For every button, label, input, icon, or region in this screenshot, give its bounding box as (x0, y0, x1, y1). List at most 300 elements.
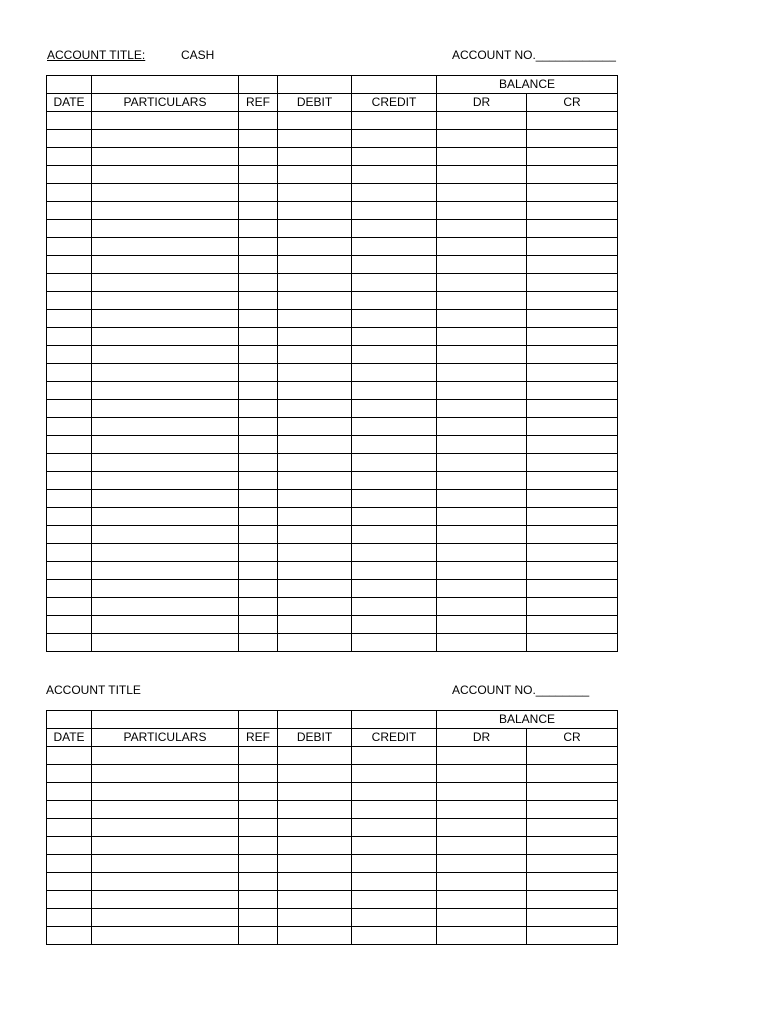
ledger-cell[interactable] (437, 634, 527, 652)
ledger-cell[interactable] (437, 112, 527, 130)
ledger-cell[interactable] (92, 634, 239, 652)
ledger-cell[interactable] (278, 130, 352, 148)
ledger-cell[interactable] (437, 508, 527, 526)
ledger-cell[interactable] (352, 801, 437, 819)
ledger-cell[interactable] (437, 909, 527, 927)
ledger-cell[interactable] (92, 490, 239, 508)
ledger-cell[interactable] (239, 148, 278, 166)
ledger-cell[interactable] (239, 747, 278, 765)
ledger-cell[interactable] (92, 292, 239, 310)
ledger-cell[interactable] (352, 490, 437, 508)
ledger-cell[interactable] (47, 256, 92, 274)
ledger-cell[interactable] (47, 891, 92, 909)
ledger-cell[interactable] (239, 855, 278, 873)
ledger-cell[interactable] (239, 765, 278, 783)
ledger-cell[interactable] (527, 873, 618, 891)
ledger-cell[interactable] (352, 346, 437, 364)
ledger-cell[interactable] (92, 454, 239, 472)
ledger-cell[interactable] (92, 598, 239, 616)
ledger-cell[interactable] (527, 436, 618, 454)
ledger-cell[interactable] (437, 765, 527, 783)
ledger-cell[interactable] (92, 508, 239, 526)
ledger-cell[interactable] (92, 526, 239, 544)
ledger-cell[interactable] (278, 927, 352, 945)
ledger-cell[interactable] (437, 490, 527, 508)
ledger-cell[interactable] (527, 400, 618, 418)
ledger-cell[interactable] (92, 544, 239, 562)
ledger-cell[interactable] (278, 580, 352, 598)
ledger-cell[interactable] (239, 238, 278, 256)
ledger-cell[interactable] (47, 418, 92, 436)
ledger-cell[interactable] (239, 526, 278, 544)
ledger-cell[interactable] (437, 873, 527, 891)
ledger-cell[interactable] (527, 801, 618, 819)
ledger-cell[interactable] (239, 382, 278, 400)
ledger-cell[interactable] (92, 328, 239, 346)
ledger-cell[interactable] (278, 783, 352, 801)
ledger-cell[interactable] (278, 562, 352, 580)
ledger-cell[interactable] (239, 891, 278, 909)
ledger-cell[interactable] (527, 310, 618, 328)
ledger-cell[interactable] (278, 310, 352, 328)
ledger-cell[interactable] (92, 436, 239, 454)
ledger-cell[interactable] (437, 328, 527, 346)
ledger-cell[interactable] (47, 580, 92, 598)
ledger-cell[interactable] (527, 112, 618, 130)
ledger-cell[interactable] (278, 238, 352, 256)
ledger-cell[interactable] (527, 328, 618, 346)
ledger-cell[interactable] (92, 765, 239, 783)
ledger-cell[interactable] (527, 562, 618, 580)
ledger-cell[interactable] (47, 873, 92, 891)
ledger-cell[interactable] (437, 616, 527, 634)
ledger-cell[interactable] (527, 130, 618, 148)
ledger-cell[interactable] (239, 472, 278, 490)
ledger-cell[interactable] (239, 310, 278, 328)
ledger-cell[interactable] (352, 166, 437, 184)
ledger-cell[interactable] (527, 472, 618, 490)
ledger-cell[interactable] (47, 544, 92, 562)
ledger-cell[interactable] (352, 580, 437, 598)
ledger-cell[interactable] (352, 148, 437, 166)
ledger-cell[interactable] (278, 891, 352, 909)
ledger-cell[interactable] (47, 909, 92, 927)
ledger-cell[interactable] (278, 148, 352, 166)
ledger-cell[interactable] (47, 328, 92, 346)
ledger-cell[interactable] (278, 508, 352, 526)
ledger-row (47, 166, 618, 184)
ledger-cell[interactable] (527, 220, 618, 238)
ledger-cell[interactable] (278, 598, 352, 616)
ledger-cell[interactable] (239, 909, 278, 927)
ledger-cell[interactable] (92, 346, 239, 364)
ledger-row (47, 382, 618, 400)
ledger-cell[interactable] (278, 220, 352, 238)
ledger-cell[interactable] (92, 891, 239, 909)
ledger-cell[interactable] (239, 801, 278, 819)
ledger-cell[interactable] (278, 292, 352, 310)
ledger-cell[interactable] (239, 508, 278, 526)
ledger-cell[interactable] (527, 202, 618, 220)
ledger-cell[interactable] (527, 837, 618, 855)
ledger-cell[interactable] (47, 819, 92, 837)
ledger-cell[interactable] (278, 616, 352, 634)
ledger-cell[interactable] (437, 526, 527, 544)
ledger-cell[interactable] (352, 418, 437, 436)
ledger-cell[interactable] (437, 202, 527, 220)
ledger-cell[interactable] (527, 819, 618, 837)
ledger-cell[interactable] (92, 202, 239, 220)
ledger-row (47, 436, 618, 454)
ledger-cell[interactable] (239, 202, 278, 220)
ledger-cell[interactable] (527, 148, 618, 166)
ledger-cell[interactable] (527, 909, 618, 927)
ledger-cell[interactable] (47, 130, 92, 148)
ledger-cell[interactable] (437, 400, 527, 418)
ledger-cell[interactable] (47, 166, 92, 184)
ledger-cell[interactable] (278, 202, 352, 220)
ledger-cell[interactable] (437, 927, 527, 945)
ledger-cell[interactable] (92, 927, 239, 945)
ledger-cell[interactable] (278, 112, 352, 130)
ledger-cell[interactable] (352, 634, 437, 652)
ledger-cell[interactable] (239, 184, 278, 202)
ledger-cell[interactable] (437, 292, 527, 310)
ledger-cell[interactable] (352, 783, 437, 801)
ledger-cell[interactable] (352, 598, 437, 616)
ledger-cell[interactable] (92, 909, 239, 927)
ledger-cell[interactable] (278, 634, 352, 652)
ledger-cell[interactable] (47, 220, 92, 238)
ledger-cell[interactable] (239, 490, 278, 508)
ledger-cell[interactable] (239, 328, 278, 346)
ledger-cell[interactable] (352, 927, 437, 945)
ledger-cell[interactable] (47, 927, 92, 945)
ledger-cell[interactable] (278, 801, 352, 819)
ledger-cell[interactable] (352, 292, 437, 310)
ledger-cell[interactable] (352, 310, 437, 328)
ledger-cell[interactable] (527, 454, 618, 472)
ledger-cell[interactable] (47, 765, 92, 783)
ledger-cell[interactable] (47, 364, 92, 382)
ledger-cell[interactable] (47, 490, 92, 508)
ledger-cell[interactable] (527, 166, 618, 184)
ledger-cell[interactable] (437, 310, 527, 328)
ledger-cell[interactable] (278, 400, 352, 418)
ledger-cell[interactable] (239, 562, 278, 580)
ledger-cell[interactable] (352, 472, 437, 490)
ledger-cell[interactable] (92, 801, 239, 819)
ledger-cell[interactable] (239, 274, 278, 292)
account-no-label: ACCOUNT NO.____________ (452, 48, 616, 62)
ledger-cell[interactable] (278, 747, 352, 765)
ledger-cell[interactable] (437, 130, 527, 148)
ledger-cell[interactable] (352, 436, 437, 454)
ledger-cell[interactable] (352, 765, 437, 783)
ledger-cell[interactable] (527, 634, 618, 652)
ledger-cell[interactable] (239, 130, 278, 148)
ledger-cell[interactable] (92, 184, 239, 202)
ledger-cell[interactable] (47, 436, 92, 454)
ledger-cell[interactable] (239, 837, 278, 855)
ledger-cell[interactable] (437, 436, 527, 454)
ledger-cell[interactable] (437, 855, 527, 873)
ledger-cell[interactable] (47, 855, 92, 873)
ledger-cell[interactable] (239, 927, 278, 945)
ledger-cell[interactable] (527, 544, 618, 562)
ledger-cell[interactable] (527, 292, 618, 310)
ledger-cell[interactable] (527, 783, 618, 801)
ledger-cell[interactable] (352, 616, 437, 634)
ledger-cell[interactable] (278, 855, 352, 873)
ledger-cell[interactable] (527, 364, 618, 382)
ledger-cell[interactable] (527, 238, 618, 256)
ledger-cell[interactable] (239, 292, 278, 310)
ledger-cell[interactable] (437, 747, 527, 765)
ledger-cell[interactable] (239, 873, 278, 891)
ledger-cell[interactable] (239, 436, 278, 454)
ledger-cell[interactable] (239, 256, 278, 274)
ledger-cell[interactable] (47, 292, 92, 310)
ledger-cell[interactable] (352, 819, 437, 837)
ledger-cell[interactable] (278, 544, 352, 562)
ledger-cell[interactable] (278, 490, 352, 508)
ledger-cell[interactable] (437, 472, 527, 490)
ledger-cell[interactable] (527, 765, 618, 783)
ledger-cell[interactable] (278, 166, 352, 184)
ledger-cell[interactable] (278, 364, 352, 382)
ledger-cell[interactable] (278, 837, 352, 855)
ledger-cell[interactable] (437, 238, 527, 256)
ledger-cell[interactable] (352, 855, 437, 873)
ledger-cell[interactable] (278, 526, 352, 544)
ledger-cell[interactable] (239, 346, 278, 364)
ledger-cell[interactable] (239, 580, 278, 598)
ledger-cell[interactable] (437, 256, 527, 274)
ledger-cell[interactable] (278, 819, 352, 837)
ledger-cell[interactable] (437, 783, 527, 801)
ledger-row (47, 454, 618, 472)
ledger-cell[interactable] (278, 454, 352, 472)
ledger-cell[interactable] (527, 891, 618, 909)
ledger-cell[interactable] (352, 544, 437, 562)
ledger-cell[interactable] (437, 454, 527, 472)
ledger-cell[interactable] (437, 562, 527, 580)
ledger-cell[interactable] (92, 616, 239, 634)
ledger-cell[interactable] (278, 346, 352, 364)
ledger-cell[interactable] (437, 837, 527, 855)
ledger-cell[interactable] (352, 454, 437, 472)
ledger-cell[interactable] (239, 220, 278, 238)
ledger-cell[interactable] (239, 364, 278, 382)
ledger-cell[interactable] (278, 256, 352, 274)
ledger-cell[interactable] (47, 747, 92, 765)
ledger-cell[interactable] (278, 472, 352, 490)
ledger-header-row-top (47, 76, 618, 94)
ledger-cell[interactable] (437, 274, 527, 292)
ledger-header-row (47, 729, 618, 747)
ledger-cell[interactable] (239, 783, 278, 801)
ledger-cell[interactable] (92, 418, 239, 436)
ledger-cell[interactable] (352, 256, 437, 274)
ledger-cell[interactable] (352, 382, 437, 400)
ledger-cell[interactable] (92, 310, 239, 328)
ledger-cell[interactable] (92, 783, 239, 801)
ledger-cell[interactable] (437, 598, 527, 616)
ledger-cell[interactable] (437, 184, 527, 202)
ledger-cell[interactable] (527, 490, 618, 508)
ledger-cell[interactable] (47, 202, 92, 220)
ledger-cell[interactable] (278, 765, 352, 783)
ledger-cell[interactable] (239, 634, 278, 652)
ledger-cell[interactable] (47, 508, 92, 526)
ledger-cell[interactable] (352, 184, 437, 202)
ledger-cell[interactable] (92, 580, 239, 598)
ledger-cell[interactable] (437, 544, 527, 562)
ledger-cell[interactable] (527, 598, 618, 616)
ledger-cell[interactable] (47, 616, 92, 634)
ledger-cell[interactable] (47, 598, 92, 616)
ledger-cell[interactable] (352, 130, 437, 148)
ledger-cell[interactable] (47, 634, 92, 652)
ledger-cell[interactable] (278, 436, 352, 454)
ledger-cell[interactable] (92, 855, 239, 873)
ledger-row (47, 783, 618, 801)
ledger-cell[interactable] (437, 418, 527, 436)
ledger-cell[interactable] (352, 202, 437, 220)
ledger-row (47, 220, 618, 238)
ledger-cell[interactable] (352, 238, 437, 256)
ledger-cell[interactable] (47, 801, 92, 819)
ledger-cell[interactable] (278, 382, 352, 400)
ledger-cell[interactable] (47, 562, 92, 580)
ledger-cell[interactable] (239, 418, 278, 436)
ledger-cell[interactable] (527, 382, 618, 400)
ledger-cell[interactable] (278, 328, 352, 346)
ledger-cell[interactable] (92, 130, 239, 148)
ledger-cell[interactable] (527, 526, 618, 544)
ledger-cell[interactable] (527, 580, 618, 598)
ledger-cell[interactable] (47, 346, 92, 364)
ledger-cell[interactable] (92, 166, 239, 184)
ledger-cell[interactable] (239, 166, 278, 184)
ledger-cell[interactable] (352, 526, 437, 544)
ledger-cell[interactable] (92, 562, 239, 580)
ledger-cell[interactable] (437, 819, 527, 837)
ledger-cell[interactable] (527, 747, 618, 765)
ledger-cell[interactable] (527, 855, 618, 873)
ledger-cell[interactable] (352, 837, 437, 855)
ledger-row (47, 274, 618, 292)
ledger-cell[interactable] (352, 364, 437, 382)
ledger-cell[interactable] (239, 112, 278, 130)
ledger-cell[interactable] (278, 873, 352, 891)
ledger-cell[interactable] (47, 112, 92, 130)
ledger-cell[interactable] (92, 364, 239, 382)
ledger-cell[interactable] (352, 891, 437, 909)
ledger-cell[interactable] (92, 400, 239, 418)
ledger-cell[interactable] (47, 472, 92, 490)
ledger-cell[interactable] (92, 472, 239, 490)
ledger-cell[interactable] (437, 382, 527, 400)
ledger-cell[interactable] (437, 891, 527, 909)
ledger-cell[interactable] (352, 274, 437, 292)
ledger-cell[interactable] (352, 220, 437, 238)
ledger-cell[interactable] (278, 418, 352, 436)
ledger-cell[interactable] (352, 562, 437, 580)
ledger-table-cash (46, 75, 618, 652)
ledger-cell[interactable] (47, 526, 92, 544)
ledger-cell[interactable] (352, 747, 437, 765)
ledger-cell[interactable] (527, 927, 618, 945)
ledger-cell[interactable] (352, 400, 437, 418)
ledger-cell[interactable] (437, 801, 527, 819)
ledger-cell[interactable] (47, 274, 92, 292)
ledger-cell[interactable] (352, 112, 437, 130)
ledger-cell[interactable] (92, 819, 239, 837)
ledger-cell[interactable] (92, 837, 239, 855)
ledger-cell[interactable] (92, 747, 239, 765)
ledger-cell[interactable] (352, 873, 437, 891)
ledger-cell[interactable] (92, 274, 239, 292)
ledger-cell[interactable] (239, 400, 278, 418)
ledger-cell[interactable] (437, 580, 527, 598)
ledger-cell[interactable] (527, 616, 618, 634)
ledger-cell[interactable] (437, 166, 527, 184)
ledger-cell[interactable] (278, 184, 352, 202)
ledger-cell[interactable] (239, 819, 278, 837)
ledger-cell[interactable] (527, 274, 618, 292)
ledger-cell[interactable] (239, 616, 278, 634)
ledger-cell[interactable] (47, 148, 92, 166)
column-header-cr: CR (527, 94, 618, 112)
ledger-cell[interactable] (437, 148, 527, 166)
ledger-cell[interactable] (92, 148, 239, 166)
ledger-cell[interactable] (92, 112, 239, 130)
ledger-cell[interactable] (92, 238, 239, 256)
ledger-cell[interactable] (278, 909, 352, 927)
ledger-cell[interactable] (47, 382, 92, 400)
ledger-cell[interactable] (527, 508, 618, 526)
ledger-cell[interactable] (527, 418, 618, 436)
ledger-cell[interactable] (527, 346, 618, 364)
ledger-cell[interactable] (352, 508, 437, 526)
ledger-cell[interactable] (527, 184, 618, 202)
ledger-cell[interactable] (47, 783, 92, 801)
ledger-cell[interactable] (239, 598, 278, 616)
ledger-cell[interactable] (47, 310, 92, 328)
ledger-cell[interactable] (92, 382, 239, 400)
ledger-cell[interactable] (47, 454, 92, 472)
ledger-cell[interactable] (47, 400, 92, 418)
ledger-cell[interactable] (47, 238, 92, 256)
ledger-cell[interactable] (278, 274, 352, 292)
ledger-cell[interactable] (47, 184, 92, 202)
ledger-cell[interactable] (352, 328, 437, 346)
ledger-row (47, 418, 618, 436)
ledger-cell[interactable] (437, 346, 527, 364)
ledger-cell[interactable] (239, 454, 278, 472)
ledger-cell[interactable] (47, 837, 92, 855)
ledger-cell[interactable] (437, 364, 527, 382)
ledger-cell[interactable] (352, 909, 437, 927)
ledger-cell[interactable] (92, 873, 239, 891)
ledger-cell[interactable] (92, 256, 239, 274)
ledger-cell[interactable] (239, 544, 278, 562)
ledger-cell[interactable] (437, 220, 527, 238)
ledger-cell[interactable] (527, 256, 618, 274)
ledger-cell[interactable] (92, 220, 239, 238)
